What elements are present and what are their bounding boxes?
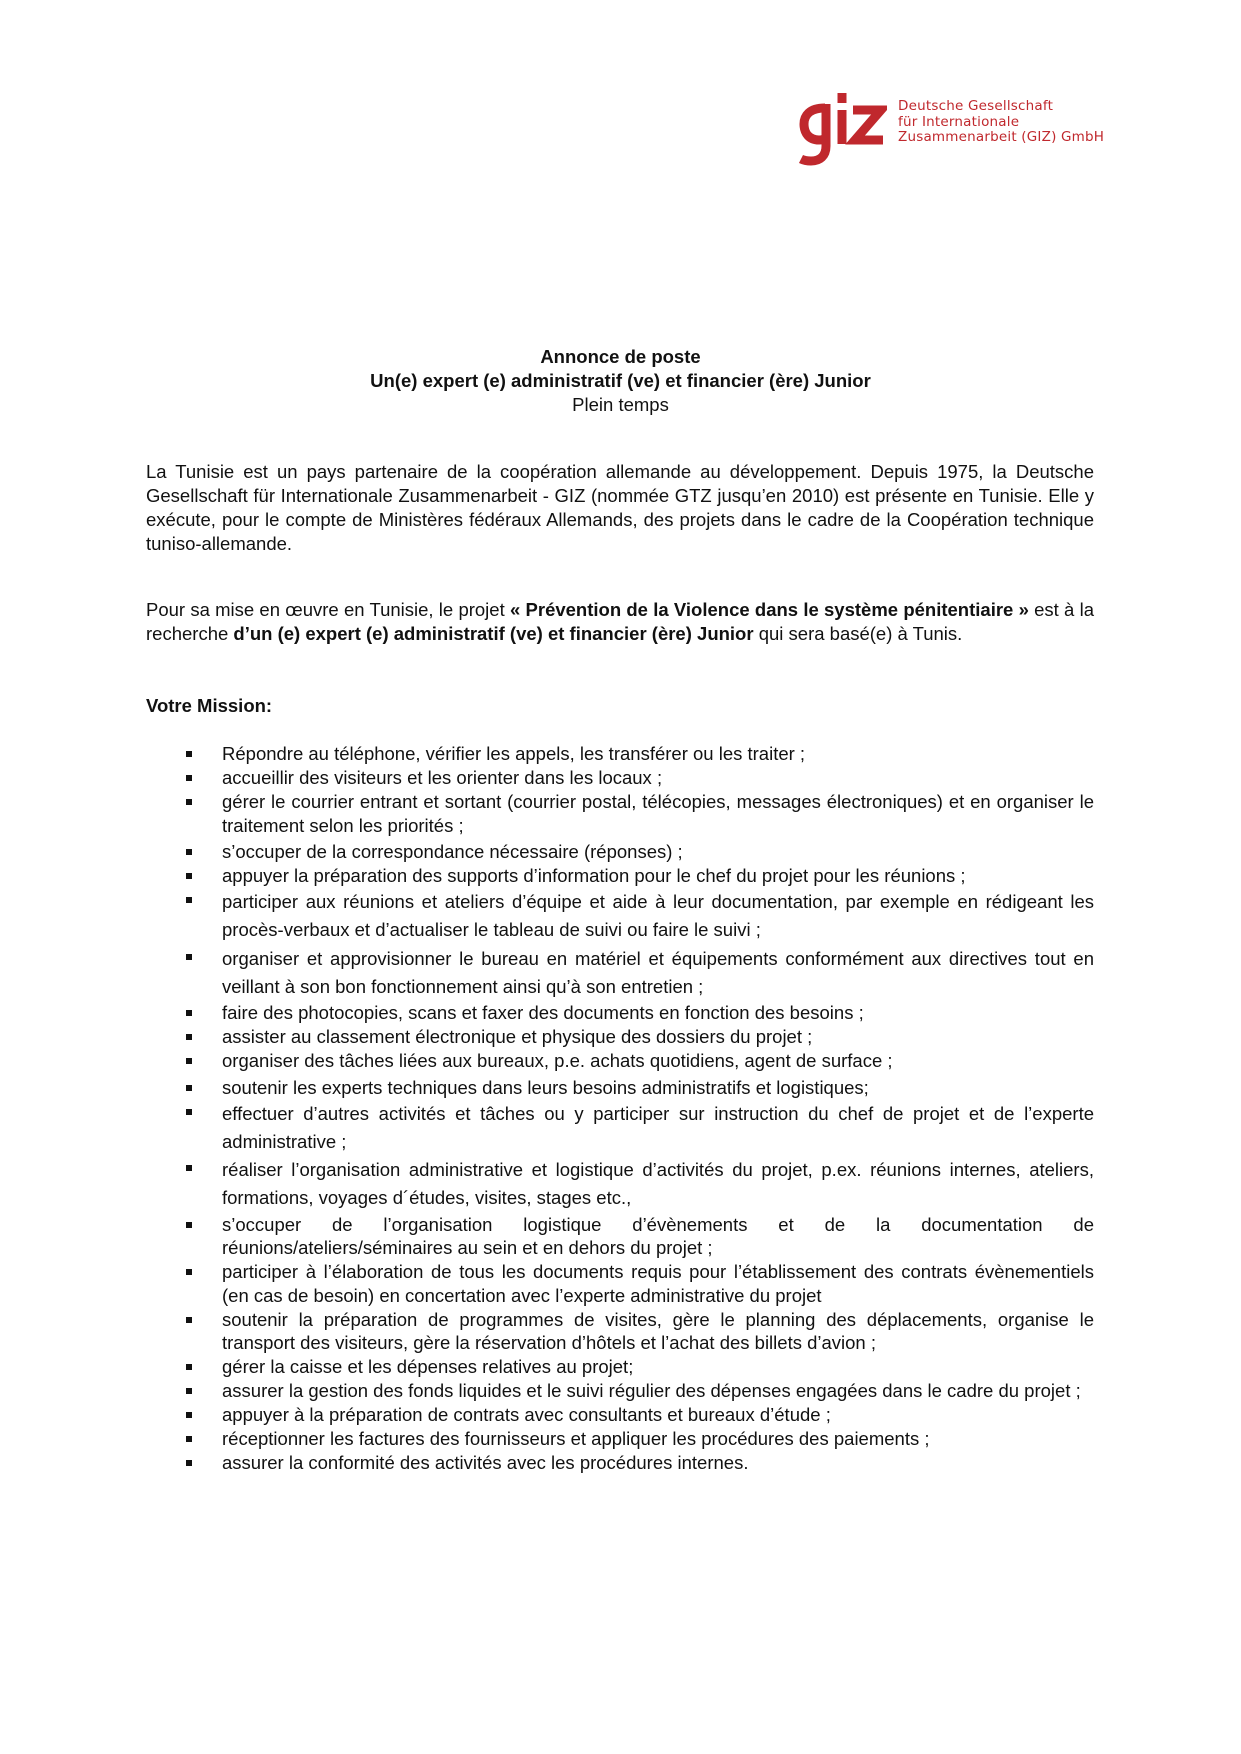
- heading-position: Un(e) expert (e) administratif (ve) et financier (ère) Junior: [370, 370, 871, 391]
- position-name: d’un (e) expert (e) administratif (ve) et financier (ère) Junior: [233, 623, 754, 644]
- list-item: [146, 1213, 1094, 1260]
- list-item: [146, 1451, 1094, 1475]
- mission-title: Votre Mission:: [146, 695, 273, 716]
- list-item: [146, 766, 1094, 790]
- list-item: [146, 1001, 1094, 1025]
- list-item: [146, 742, 1094, 766]
- bullet-icon: [186, 1460, 192, 1466]
- task-text: réceptionner les factures des fournisseurs et appliquer les procédures des paiements ;: [222, 1428, 930, 1449]
- task-text: soutenir les experts techniques dans leurs besoins administratifs et logistiques;: [222, 1076, 869, 1098]
- bullet-icon: [186, 897, 192, 903]
- list-item: [146, 864, 1094, 888]
- list-item: [146, 1379, 1094, 1403]
- heading-title: Annonce de poste: [540, 346, 701, 367]
- task-text: accueillir des visiteurs et les orienter dans les locaux ;: [222, 767, 663, 788]
- bullet-icon: [186, 1165, 192, 1171]
- task-text: organiser et approvisionner le bureau en matériel et équipements conformément aux directives tout en veillant à son bon fonctionnement ainsi qu’à son entretien ;: [222, 947, 1094, 997]
- list-item: [146, 1156, 1094, 1212]
- task-text: appuyer la préparation des supports d’information pour le chef du projet pour les réunions ;: [222, 865, 966, 886]
- giz-logo: [795, 88, 1105, 168]
- project-paragraph: [146, 598, 1094, 646]
- list-item: [146, 790, 1094, 837]
- bullet-icon: [186, 1034, 192, 1040]
- list-item: [146, 1260, 1094, 1307]
- bullet-icon: [186, 1317, 192, 1323]
- list-item: [146, 1100, 1094, 1156]
- task-text: organiser des tâches liées aux bureaux, p.e. achats quotidiens, agent de surface ;: [222, 1050, 893, 1071]
- task-text: appuyer à la préparation de contrats avec consultants et bureaux d’étude ;: [222, 1404, 831, 1425]
- bullet-icon: [186, 1222, 192, 1228]
- list-item: [146, 945, 1094, 1001]
- bullet-icon: [186, 1364, 192, 1370]
- bullet-icon: [186, 1388, 192, 1394]
- list-item: [146, 1355, 1094, 1379]
- list-item: [146, 1076, 1094, 1100]
- heading-contract-type: Plein temps: [572, 394, 669, 415]
- task-text: gérer le courrier entrant et sortant (courrier postal, télécopies, messages électroniques) et en organiser le traitement selon les priorités ;: [222, 791, 1094, 836]
- bullet-icon: [186, 873, 192, 879]
- job-heading: [0, 345, 1241, 417]
- task-text: participer à l’élaboration de tous les documents requis pour l’établissement des contrats évènementiels (en cas de besoin) en concertation avec l’experte administrative du projet: [222, 1261, 1094, 1306]
- logo-line-1: Deutsche Gesellschaft: [898, 98, 1054, 114]
- mission-task-list: [146, 742, 1094, 1475]
- logo-line-2: für Internationale: [898, 113, 1020, 130]
- list-item: [146, 1308, 1094, 1355]
- giz-logo-mark: [795, 88, 887, 166]
- project-text-2: est à la recherche: [146, 599, 1094, 644]
- bullet-icon: [186, 1412, 192, 1418]
- bullet-icon: [186, 1010, 192, 1016]
- bullet-icon: [186, 849, 192, 855]
- task-text: gérer la caisse et les dépenses relatives au projet;: [222, 1356, 634, 1377]
- project-name: « Prévention de la Violence dans le système pénitentiaire »: [509, 599, 1029, 620]
- bullet-icon: [186, 775, 192, 781]
- bullet-icon: [186, 751, 192, 757]
- intro-paragraph: La Tunisie est un pays partenaire de la coopération allemande au développement. Depuis 1975, la Deutsche Gesellschaft für Internationale Zusammenarbeit - GIZ (nommée GTZ jusqu’en 2010) est présente en Tunisie. Elle y exécute, pour le compte de Ministères fédéraux Allemands, des projets dans le cadre de la Coopération technique tuniso-allemande.: [146, 461, 1094, 554]
- list-item: [146, 1025, 1094, 1049]
- giz-logo-wordmark: [898, 99, 1104, 146]
- project-text-1: Pour sa mise en œuvre en Tunisie, le projet: [146, 599, 510, 620]
- list-item: [146, 1403, 1094, 1427]
- list-item: [146, 1049, 1094, 1073]
- list-item: [146, 888, 1094, 944]
- task-text: soutenir la préparation de programmes de visites, gère le planning des déplacements, organise le transport des visiteurs, gère la réservation d’hôtels et l’achat des billets d’avion ;: [222, 1308, 1094, 1353]
- task-text: Répondre au téléphone, vérifier les appels, les transférer ou les traiter ;: [222, 743, 806, 764]
- bullet-icon: [186, 1269, 192, 1275]
- task-text: réaliser l’organisation administrative et logistique d’activités du projet, p.ex. réunions internes, ateliers, formations, voyages d´études, visites, stages etc.,: [222, 1159, 1094, 1208]
- task-text: assurer la gestion des fonds liquides et le suivi régulier des dépenses engagées dans le cadre du projet ;: [222, 1380, 1081, 1401]
- task-text: assurer la conformité des activités avec les procédures internes.: [222, 1452, 749, 1473]
- logo-line-3: Zusammenarbeit (GIZ) GmbH: [898, 129, 1105, 145]
- task-text: faire des photocopies, scans et faxer des documents en fonction des besoins ;: [222, 1002, 864, 1023]
- task-text: s’occuper de la correspondance nécessaire (réponses) ;: [222, 841, 683, 862]
- bullet-icon: [186, 799, 192, 805]
- project-text-3: qui sera basé(e) à Tunis.: [753, 623, 963, 644]
- task-text: s’occuper de l’organisation logistique d’évènements et de la documentation de réunions/ateliers/séminaires au sein et en dehors du projet ;: [222, 1213, 1094, 1258]
- list-item: [146, 1427, 1094, 1451]
- list-item: [146, 840, 1094, 864]
- bullet-icon: [186, 1085, 192, 1091]
- task-text: effectuer d’autres activités et tâches ou y participer sur instruction du chef de projet et de l’experte administrative ;: [222, 1102, 1094, 1152]
- task-text: assister au classement électronique et physique des dossiers du projet ;: [222, 1026, 813, 1047]
- bullet-icon: [186, 954, 192, 960]
- bullet-icon: [186, 1109, 192, 1115]
- bullet-icon: [186, 1436, 192, 1442]
- task-text: participer aux réunions et ateliers d’équipe et aide à leur documentation, par exemple en rédigeant les procès-verbaux et d’actualiser le tableau de suivi ou faire le suivi ;: [222, 891, 1094, 940]
- bullet-icon: [186, 1058, 192, 1064]
